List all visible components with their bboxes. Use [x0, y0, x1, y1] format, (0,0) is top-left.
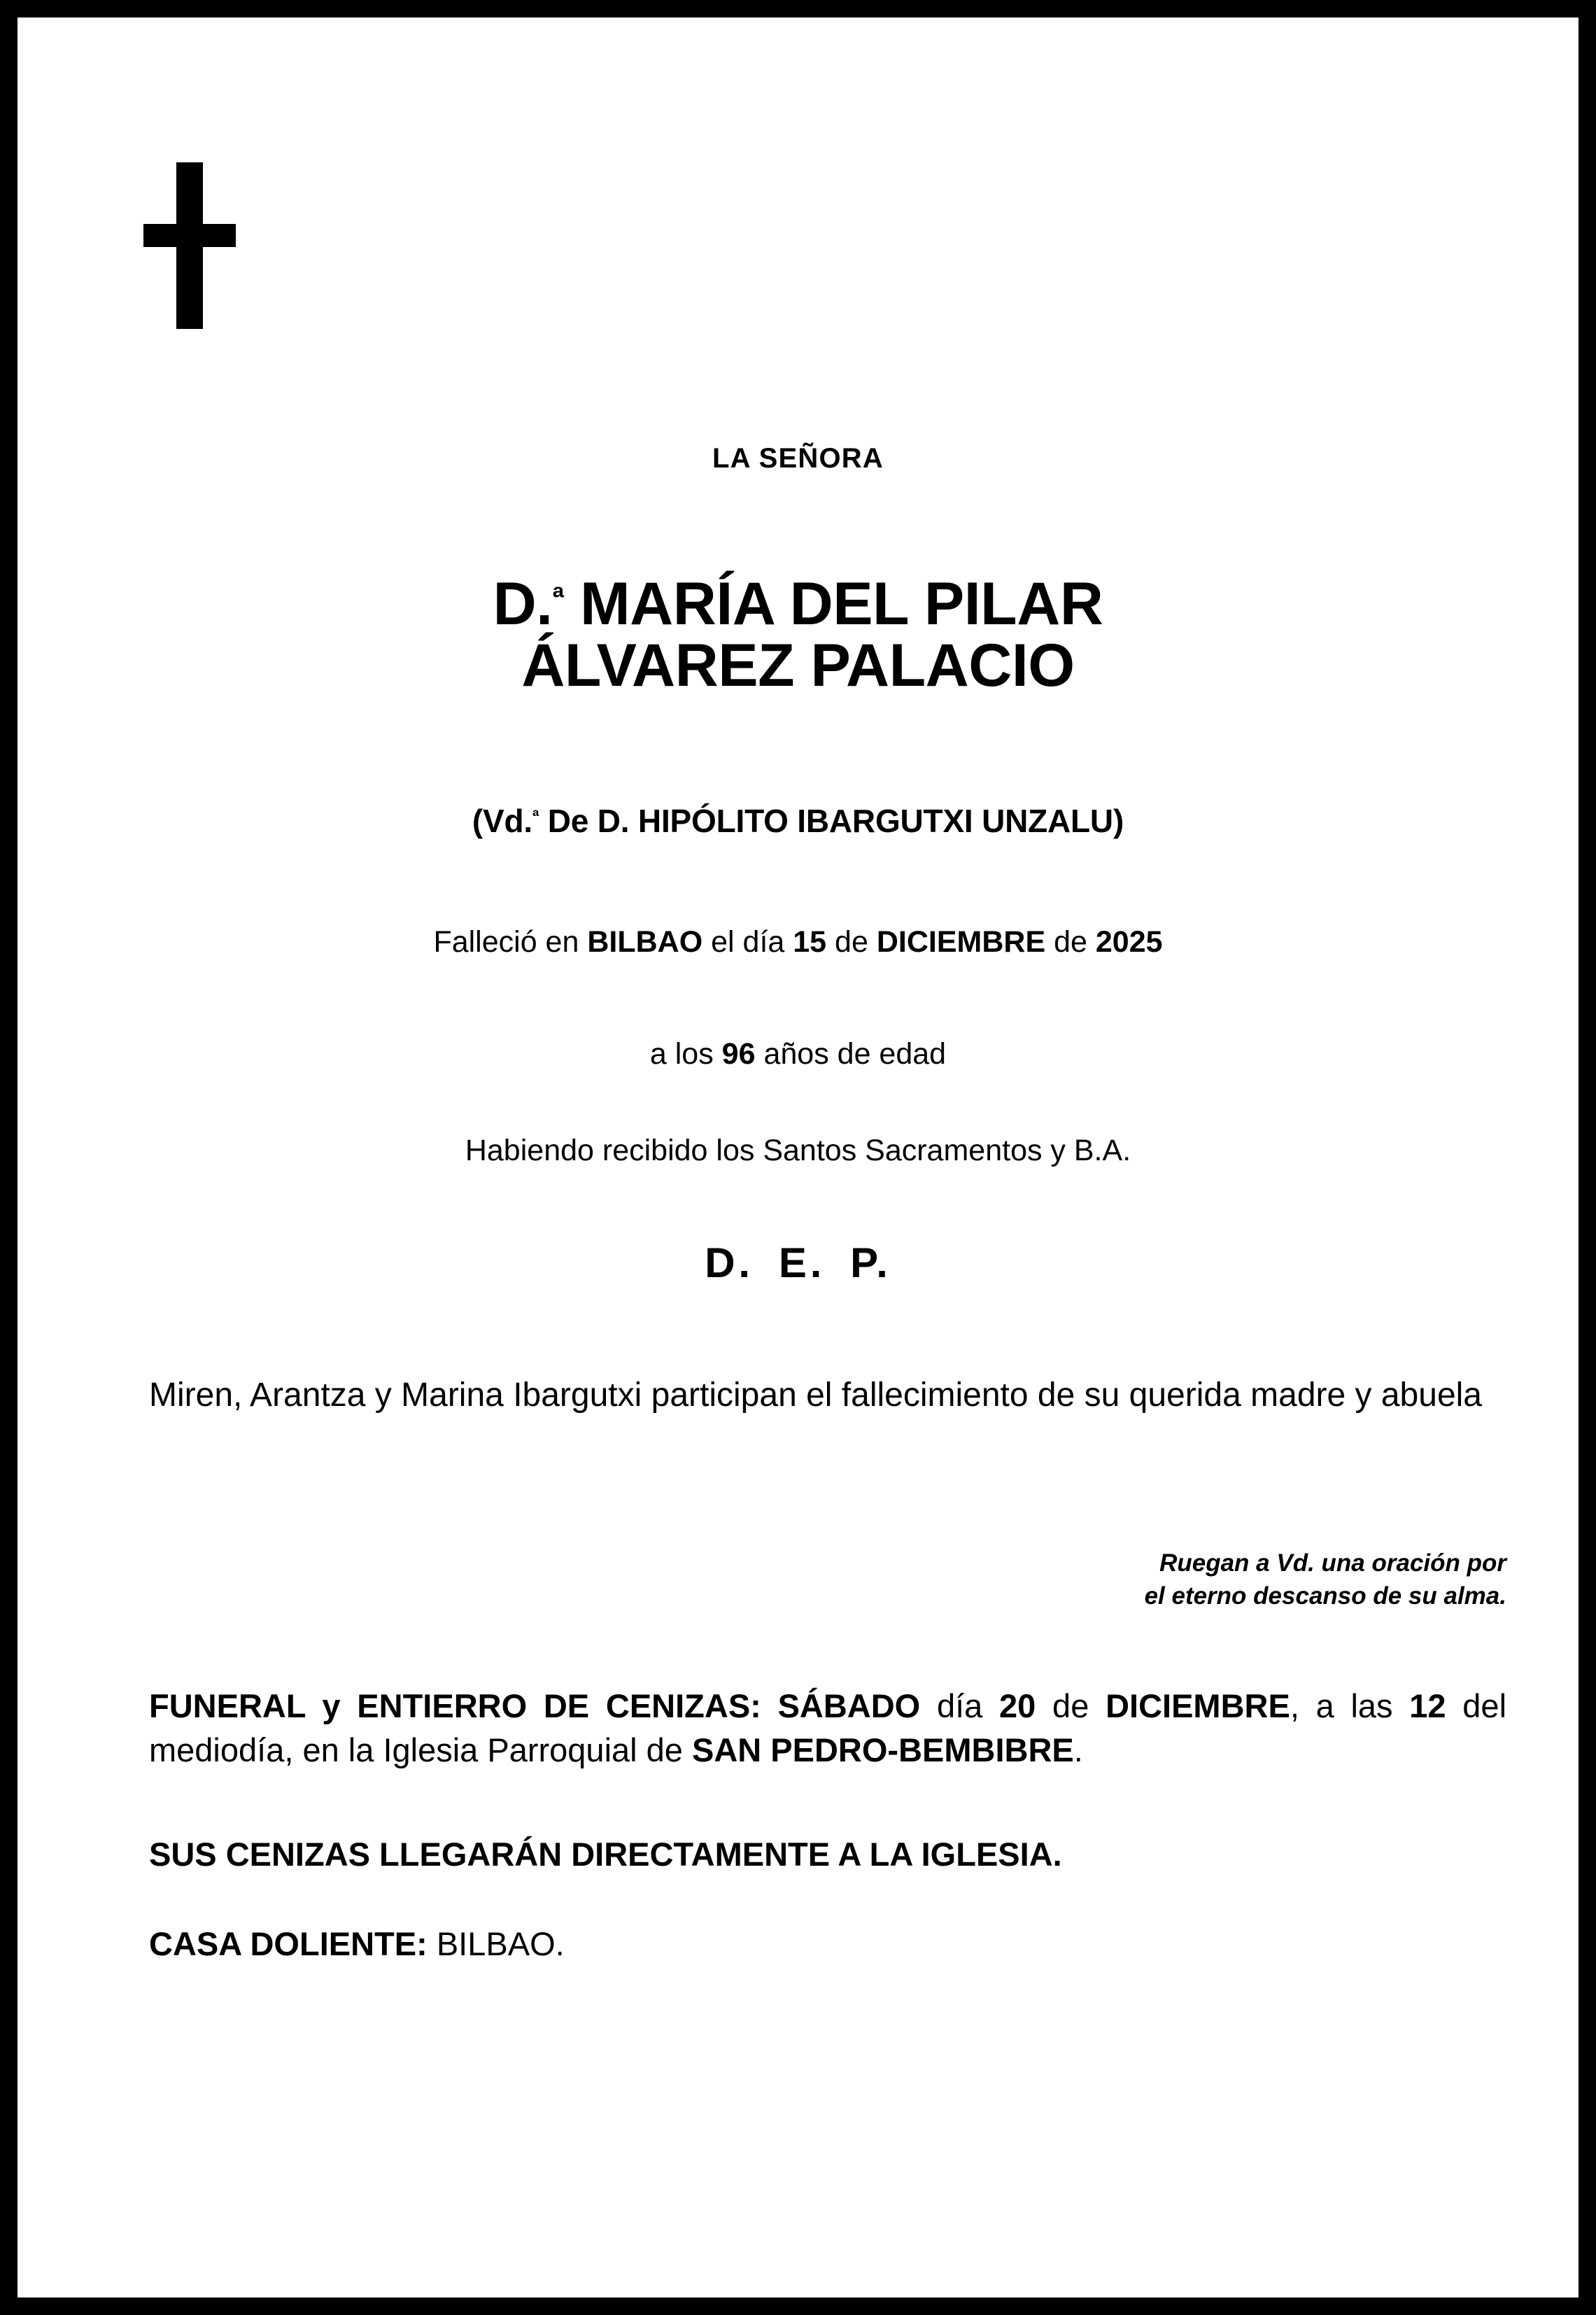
widow-rest: De D. HIPÓLITO IBARGUTXI UNZALU): [539, 803, 1124, 839]
age-prefix: a los: [649, 1037, 722, 1071]
death-day: 15: [793, 925, 827, 959]
death-mid-2: de: [826, 925, 877, 959]
ashes-notice: SUS CENIZAS LLEGARÁN DIRECTAMENTE A LA IGLESIA.: [149, 1836, 1062, 1873]
death-prefix: Falleció en: [433, 925, 588, 959]
funeral-hour: 12: [1409, 1687, 1446, 1724]
funeral-weekday: SÁBADO: [777, 1687, 921, 1724]
funeral-mid-3: , a las: [1290, 1687, 1410, 1724]
mourning-house-label: CASA DOLIENTE:: [149, 1925, 428, 1962]
deceased-name-line-1: [17, 570, 1579, 638]
dep-p: P.: [850, 1239, 891, 1286]
dep-d: D.: [705, 1239, 754, 1286]
prayer-request: [149, 1547, 1506, 1613]
prayer-line-2: el eterno descanso de su alma.: [1144, 1582, 1506, 1610]
funeral-mid-4: del mediodía, en la Iglesia Parroquial de: [149, 1687, 1507, 1768]
honorific-label: LA SEÑORA: [712, 443, 884, 474]
death-place: BILBAO: [587, 925, 703, 959]
prayer-line-1: Ruegan a Vd. una oración por: [1159, 1549, 1506, 1577]
latin-cross-icon: [143, 162, 236, 329]
funeral-end: .: [1073, 1731, 1083, 1768]
given-names: MARÍA DEL PILAR: [580, 570, 1103, 638]
funeral-month: DICIEMBRE: [1106, 1687, 1290, 1724]
death-mid-1: el día: [702, 925, 793, 959]
deceased-name-line-2: ÁLVAREZ PALACIO: [521, 631, 1075, 699]
notice-sheet: [17, 17, 1579, 2298]
mourning-house-line: [149, 1922, 1506, 1965]
widow-open: (Vd.: [472, 803, 533, 839]
widow-superscript: ª: [532, 807, 539, 827]
deceased-name: [17, 570, 1579, 699]
funeral-mid-2: de: [1036, 1687, 1106, 1724]
death-month: DICIEMBRE: [876, 925, 1046, 959]
funeral-label: FUNERAL y ENTIERRO DE CENIZAS:: [149, 1687, 778, 1724]
death-year: 2025: [1095, 925, 1163, 959]
dep-line: [17, 1239, 1579, 1287]
widow-line: [17, 802, 1579, 840]
sacraments-line: Habiendo recibido los Santos Sacramentos y B.A.: [465, 1134, 1131, 1167]
title-superscript: ª: [552, 580, 564, 615]
funeral-church: SAN PEDRO-BEMBIBRE: [691, 1731, 1074, 1768]
dep-e: E.: [778, 1239, 826, 1286]
cross-horizontal-bar: [143, 224, 236, 247]
title-prefix: D.: [493, 570, 553, 638]
death-line: [17, 925, 1579, 959]
funeral-day: 20: [999, 1687, 1036, 1724]
funeral-mid-1: día: [920, 1687, 1000, 1724]
funeral-details: [149, 1684, 1506, 1772]
age-line: [17, 1037, 1579, 1071]
death-mid-3: de: [1045, 925, 1096, 959]
family-notice: Miren, Arantza y Marina Ibargutxi participan el fallecimiento de su querida madre y abuela: [149, 1377, 1482, 1414]
mourning-house-value: BILBAO.: [427, 1925, 565, 1962]
age-years: 96: [721, 1037, 756, 1071]
age-suffix: años de edad: [755, 1037, 947, 1071]
